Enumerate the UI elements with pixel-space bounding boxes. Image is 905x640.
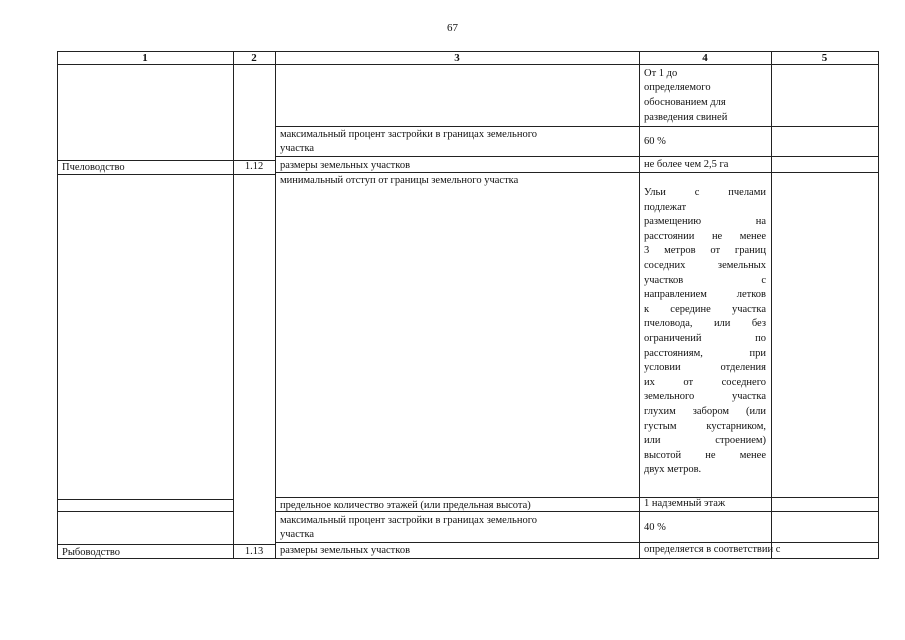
cell-value-line: расстоянии не менее — [644, 230, 766, 242]
cell-value-line: подлежат — [644, 201, 687, 213]
cell-value: 1 надземный этаж — [644, 498, 726, 509]
cell-parameter-line: максимальный процент застройки в границах земельного — [280, 129, 538, 140]
cell-parameter-line: максимальный процент застройки в границах земельного — [280, 515, 538, 526]
column-divider-2-3 — [275, 51, 276, 559]
use-code-beekeeping: 1.12 — [244, 161, 264, 172]
cell-value-line: размещению на — [644, 216, 766, 228]
row-line — [57, 558, 879, 559]
cell-parameter: размеры земельных участков — [280, 545, 411, 556]
cell-parameter-line: участка — [280, 143, 315, 154]
header-col-5: 5 — [821, 52, 828, 64]
table-border-left — [57, 51, 58, 559]
cell-value-line: определяемого — [644, 82, 711, 93]
cell-value-line: высотой не менее — [644, 449, 766, 461]
column-divider-4-5 — [771, 51, 772, 559]
cell-value-line: направлением летков — [644, 289, 766, 301]
header-bottom-line — [57, 64, 879, 65]
cell-value-line: соседних земельных — [644, 259, 766, 271]
page-number: 67 — [447, 22, 458, 34]
table-border-right — [878, 51, 879, 559]
use-code-fish-farming: 1.13 — [244, 546, 264, 557]
cell-value-line: участков с — [644, 274, 766, 286]
row-line — [57, 499, 233, 500]
header-col-1: 1 — [142, 52, 148, 64]
row-line — [57, 544, 275, 545]
cell-value: 60 % — [644, 136, 666, 147]
cell-value-line: От 1 до — [644, 68, 678, 79]
cell-value-line: пчеловода, или без — [644, 318, 766, 330]
row-line — [275, 542, 879, 543]
cell-value-line: или строением) — [644, 435, 766, 447]
header-col-4: 4 — [702, 52, 708, 64]
column-divider-3-4 — [639, 51, 640, 559]
row-line — [275, 156, 879, 157]
cell-value: 40 % — [644, 522, 666, 533]
column-divider-1-2 — [233, 51, 234, 559]
cell-value-line: Ульи с пчелами — [644, 187, 766, 198]
use-name-fish-farming: Рыбоводство — [62, 547, 121, 558]
row-line — [57, 511, 233, 512]
row-line — [275, 126, 879, 127]
cell-value: не более чем 2,5 га — [644, 159, 729, 170]
row-line — [275, 497, 879, 498]
header-col-3: 3 — [454, 52, 460, 64]
cell-parameter: предельное количество этажей (или предельная высота) — [280, 500, 531, 511]
cell-value-line: расстояниям, при — [644, 347, 766, 359]
row-line — [275, 172, 879, 173]
cell-value: определяется в соответствии с — [644, 544, 781, 555]
cell-value-line: густым кустарником, — [644, 420, 766, 432]
cell-value-line: их от соседнего — [644, 376, 766, 388]
cell-value-justified — [644, 186, 766, 478]
cell-parameter: минимальный отступ от границы земельного участка — [280, 175, 519, 186]
row-line — [57, 174, 275, 175]
cell-value-line: к середине участка — [644, 303, 766, 315]
cell-parameter-line: участка — [280, 529, 315, 540]
header-col-2: 2 — [251, 52, 257, 64]
cell-value-line: глухим забором (или — [644, 405, 766, 417]
cell-value-line: разведения свиней — [644, 112, 728, 123]
cell-value-line: обоснованием для — [644, 97, 726, 108]
regulations-table — [57, 51, 879, 559]
cell-value-line: двух метров. — [644, 464, 702, 476]
cell-value-line: земельного участка — [644, 391, 766, 403]
cell-value-line: ограничений по — [644, 332, 766, 344]
cell-value-line: 3 метров от границ — [644, 245, 766, 257]
use-name-beekeeping: Пчеловодство — [62, 162, 125, 173]
cell-parameter: размеры земельных участков — [280, 160, 411, 171]
cell-value-line: условии отделения — [644, 362, 766, 374]
